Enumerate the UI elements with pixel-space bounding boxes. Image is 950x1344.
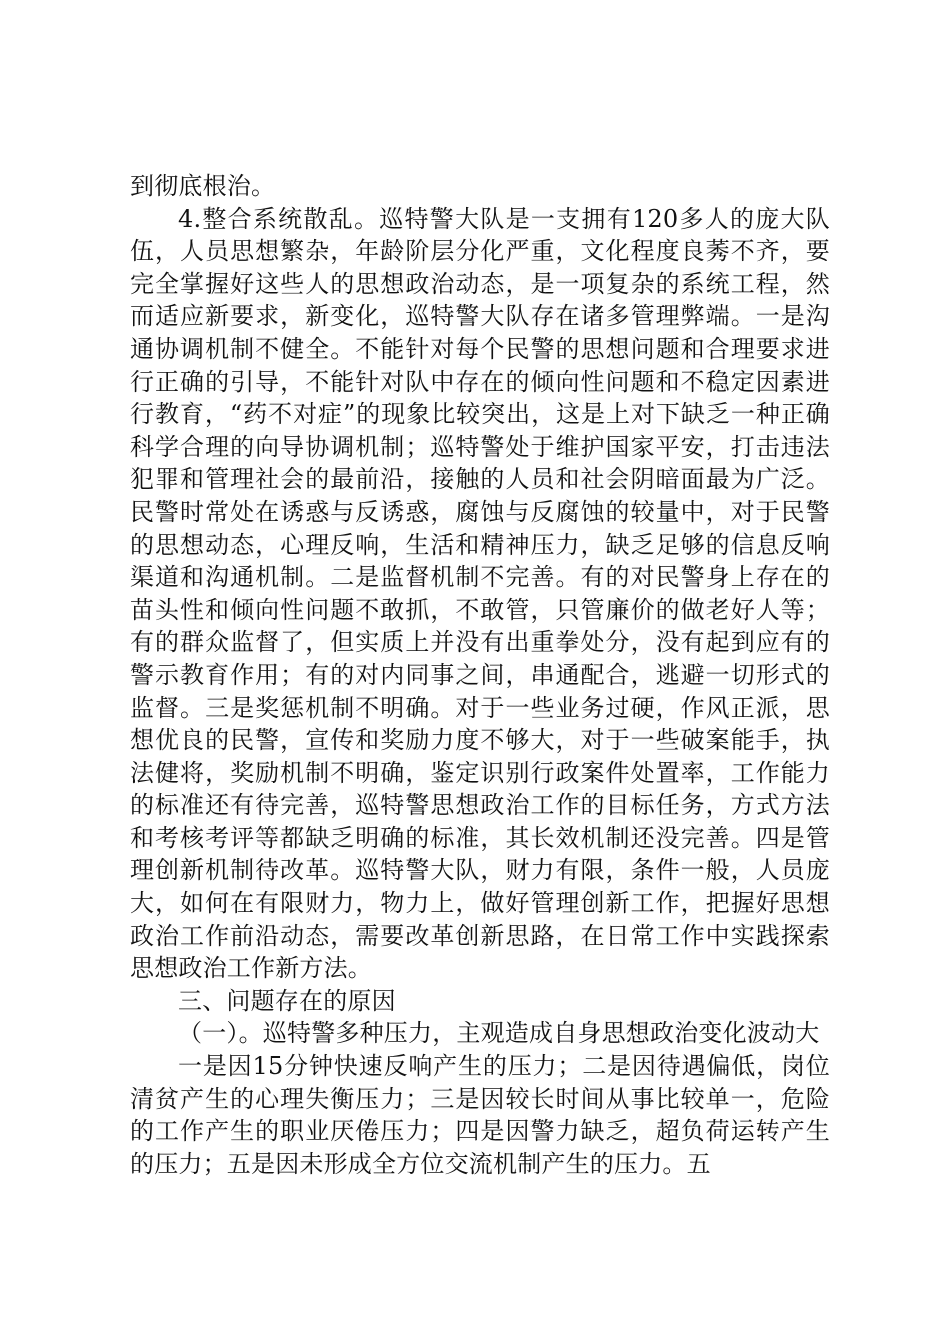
paragraph-pressure-sources: 一是因15分钟快速反响产生的压力；二是因待遇偏低，岗位清贫产生的心理失衡压力；三是因较长时间从事比较单一，危险的工作产生的职业厌倦压力；四是因警力缺乏，超负荷运转产生的压力；五是因未形成全方位交流机制产生的压力。五 xyxy=(130,1052,830,1178)
document-body xyxy=(130,170,830,1180)
section-heading-causes: 三、问题存在的原因 xyxy=(178,986,396,1015)
paragraph-continuation: 到彻底根治。 xyxy=(130,172,276,200)
paragraph-integration-issues: 4.整合系统散乱。巡特警大队是一支拥有120多人的庞大队伍，人员思想繁杂，年龄阶层分化严重，文化程度良莠不齐，要完全掌握好这些人的思想政治动态，是一项复杂的系统工程，然而适应新要求，新变化，巡特警大队存在诸多管理弊端。一是沟通协调机制不健全。不能针对每个民警的思想问题和合理要求进行正确的引导，不能针对队中存在的倾向性问题和不稳定因素进行教育，“药不对症”的现象比较突出，这是上对下缺乏一种正确科学合理的向导协调机制；巡特警处于维护国家平安，打击违法犯罪和管理社会的最前沿，接触的人员和社会阴暗面最为广泛。民警时常处在诱惑与反诱惑，腐蚀与反腐蚀的较量中，对于民警的思想动态，心理反响，生活和精神压力，缺乏足够的信息反响渠道和沟通机制。二是监督机制不完善。有的对民警身上存在的苗头性和倾向性问题不敢抓，不敢管，只管廉价的做老好人等；有的群众监督了，但实质上并没有出重拳处分，没有起到应有的警示教育作用；有的对内同事之间，串通配合，逃避一切形式的监督。三是奖惩机制不明确。对于一些业务过硬，作风正派，思想优良的民警，宣传和奖励力度不够大，对于一些破案能手，执法健将，奖励机制不明确，鉴定识别行政案件处置率，工作能力的标准还有待完善，巡特警思想政治工作的目标任务，方式方法和考核考评等都缺乏明确的标准，其长效机制还没完善。四是管理创新机制待改革。巡特警大队，财力有限，条件一般，人员庞大，如何在有限财力，物力上，做好管理创新工作，把握好思想政治工作前沿动态，需要改革创新思路，在日常工作中实践探索思想政治工作新方法。 xyxy=(130,204,830,983)
subsection-heading-pressures: （一）。巡特警多种压力，主观造成自身思想政治变化波动大 xyxy=(178,1019,820,1048)
